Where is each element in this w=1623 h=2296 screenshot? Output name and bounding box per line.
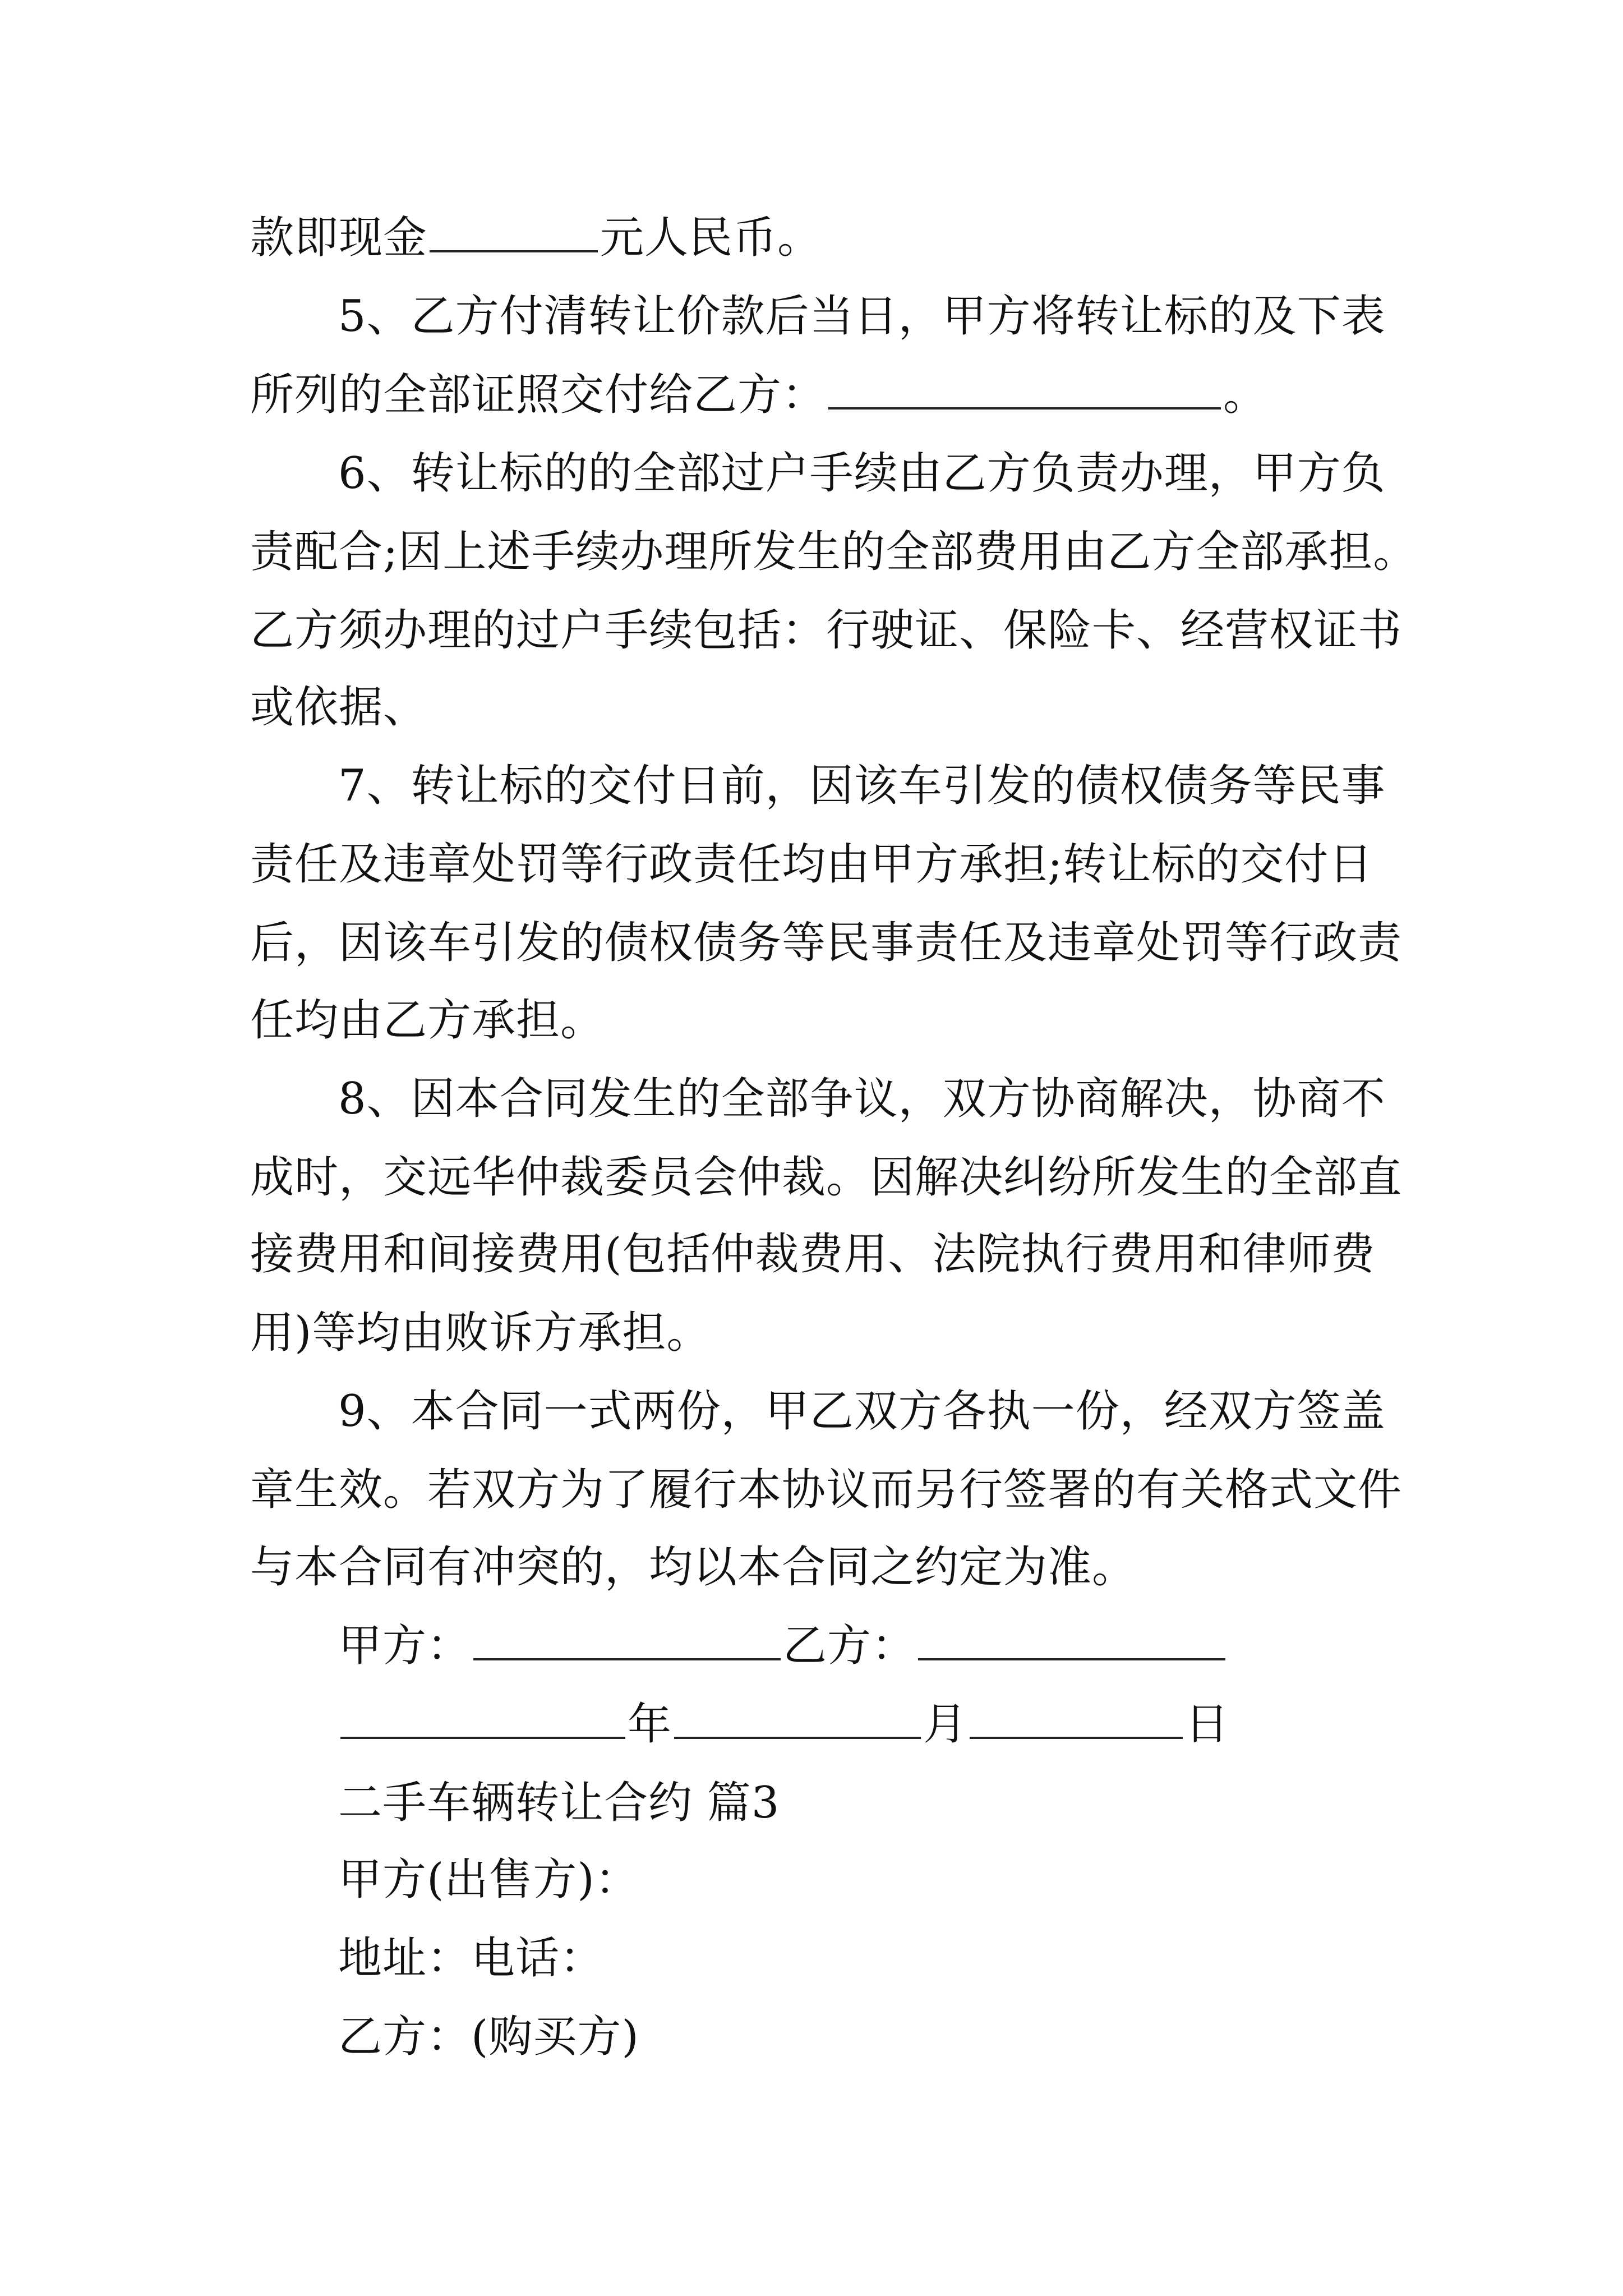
paragraph-line: 5、乙方付清转让价款后当日，甲方将转让标的及下表 — [338, 291, 1386, 342]
paragraph-line: 接费用和间接费用(包括仲裁费用、法院执行费用和律师费 — [250, 1229, 1376, 1280]
signature-line — [338, 1621, 1228, 1671]
address-phone-label: 地址：电话： — [338, 1933, 605, 1984]
fill-in-blank — [430, 217, 598, 252]
year-blank — [340, 1703, 625, 1739]
paragraph-line: 6、转让标的的全部过户手续由乙方负责办理，甲方负 — [338, 448, 1386, 499]
year-label: 年 — [628, 1699, 672, 1750]
text-fragment: 款即现金 — [250, 213, 428, 263]
month-label: 月 — [923, 1699, 968, 1750]
date-line — [338, 1699, 1230, 1750]
party-a-label: 甲方： — [338, 1621, 472, 1671]
text-fragment: 。 — [1223, 370, 1268, 420]
paragraph-line: 后，因该车引发的债权债务等民事责任及违章处罚等行政责 — [250, 918, 1403, 968]
paragraph-line: 7、转让标的交付日前，因该车引发的债权债务等民事 — [338, 761, 1386, 811]
paragraph-line — [250, 370, 1268, 420]
seller-label: 甲方(出售方)： — [338, 1855, 639, 1905]
paragraph-line: 8、因本合同发生的全部争议，双方协商解决，协商不 — [338, 1074, 1386, 1124]
paragraph-line: 用)等均由败诉方承担。 — [250, 1308, 711, 1358]
day-label: 日 — [1185, 1699, 1230, 1750]
paragraph-line: 责任及违章处罚等行政责任均由甲方承担;转让标的交付日 — [250, 839, 1373, 890]
paragraph-line: 责配合;因上述手续办理所发生的全部费用由乙方全部承担。 — [250, 527, 1418, 577]
month-blank — [674, 1703, 921, 1739]
fill-in-blank — [828, 374, 1221, 409]
paragraph-line: 任均由乙方承担。 — [250, 995, 605, 1046]
paragraph-line: 章生效。若双方为了履行本协议而另行签署的有关格式文件 — [250, 1465, 1403, 1515]
section-title: 二手车辆转让合约 篇3 — [338, 1778, 780, 1828]
paragraph-line: 成时，交远华仲裁委员会仲裁。因解决纠纷所发生的全部直 — [250, 1152, 1403, 1203]
paragraph-line: 9、本合同一式两份，甲乙双方各执一份，经双方签盖 — [338, 1386, 1386, 1437]
paragraph-line: 或依据、 — [250, 682, 428, 733]
paragraph-line: 与本合同有冲突的，均以本合同之约定为准。 — [250, 1542, 1137, 1593]
party-b-label: 乙方： — [783, 1621, 916, 1671]
buyer-label: 乙方：(购买方) — [338, 2012, 639, 2062]
paragraph-line — [250, 213, 822, 263]
paragraph-line: 乙方须办理的过户手续包括：行驶证、保险卡、经营权证书 — [250, 605, 1403, 656]
text-fragment: 所列的全部证照交付给乙方： — [250, 370, 827, 420]
day-blank — [970, 1703, 1183, 1739]
text-fragment: 元人民币。 — [600, 213, 822, 263]
party-a-blank — [473, 1625, 781, 1660]
party-b-blank — [918, 1625, 1225, 1660]
